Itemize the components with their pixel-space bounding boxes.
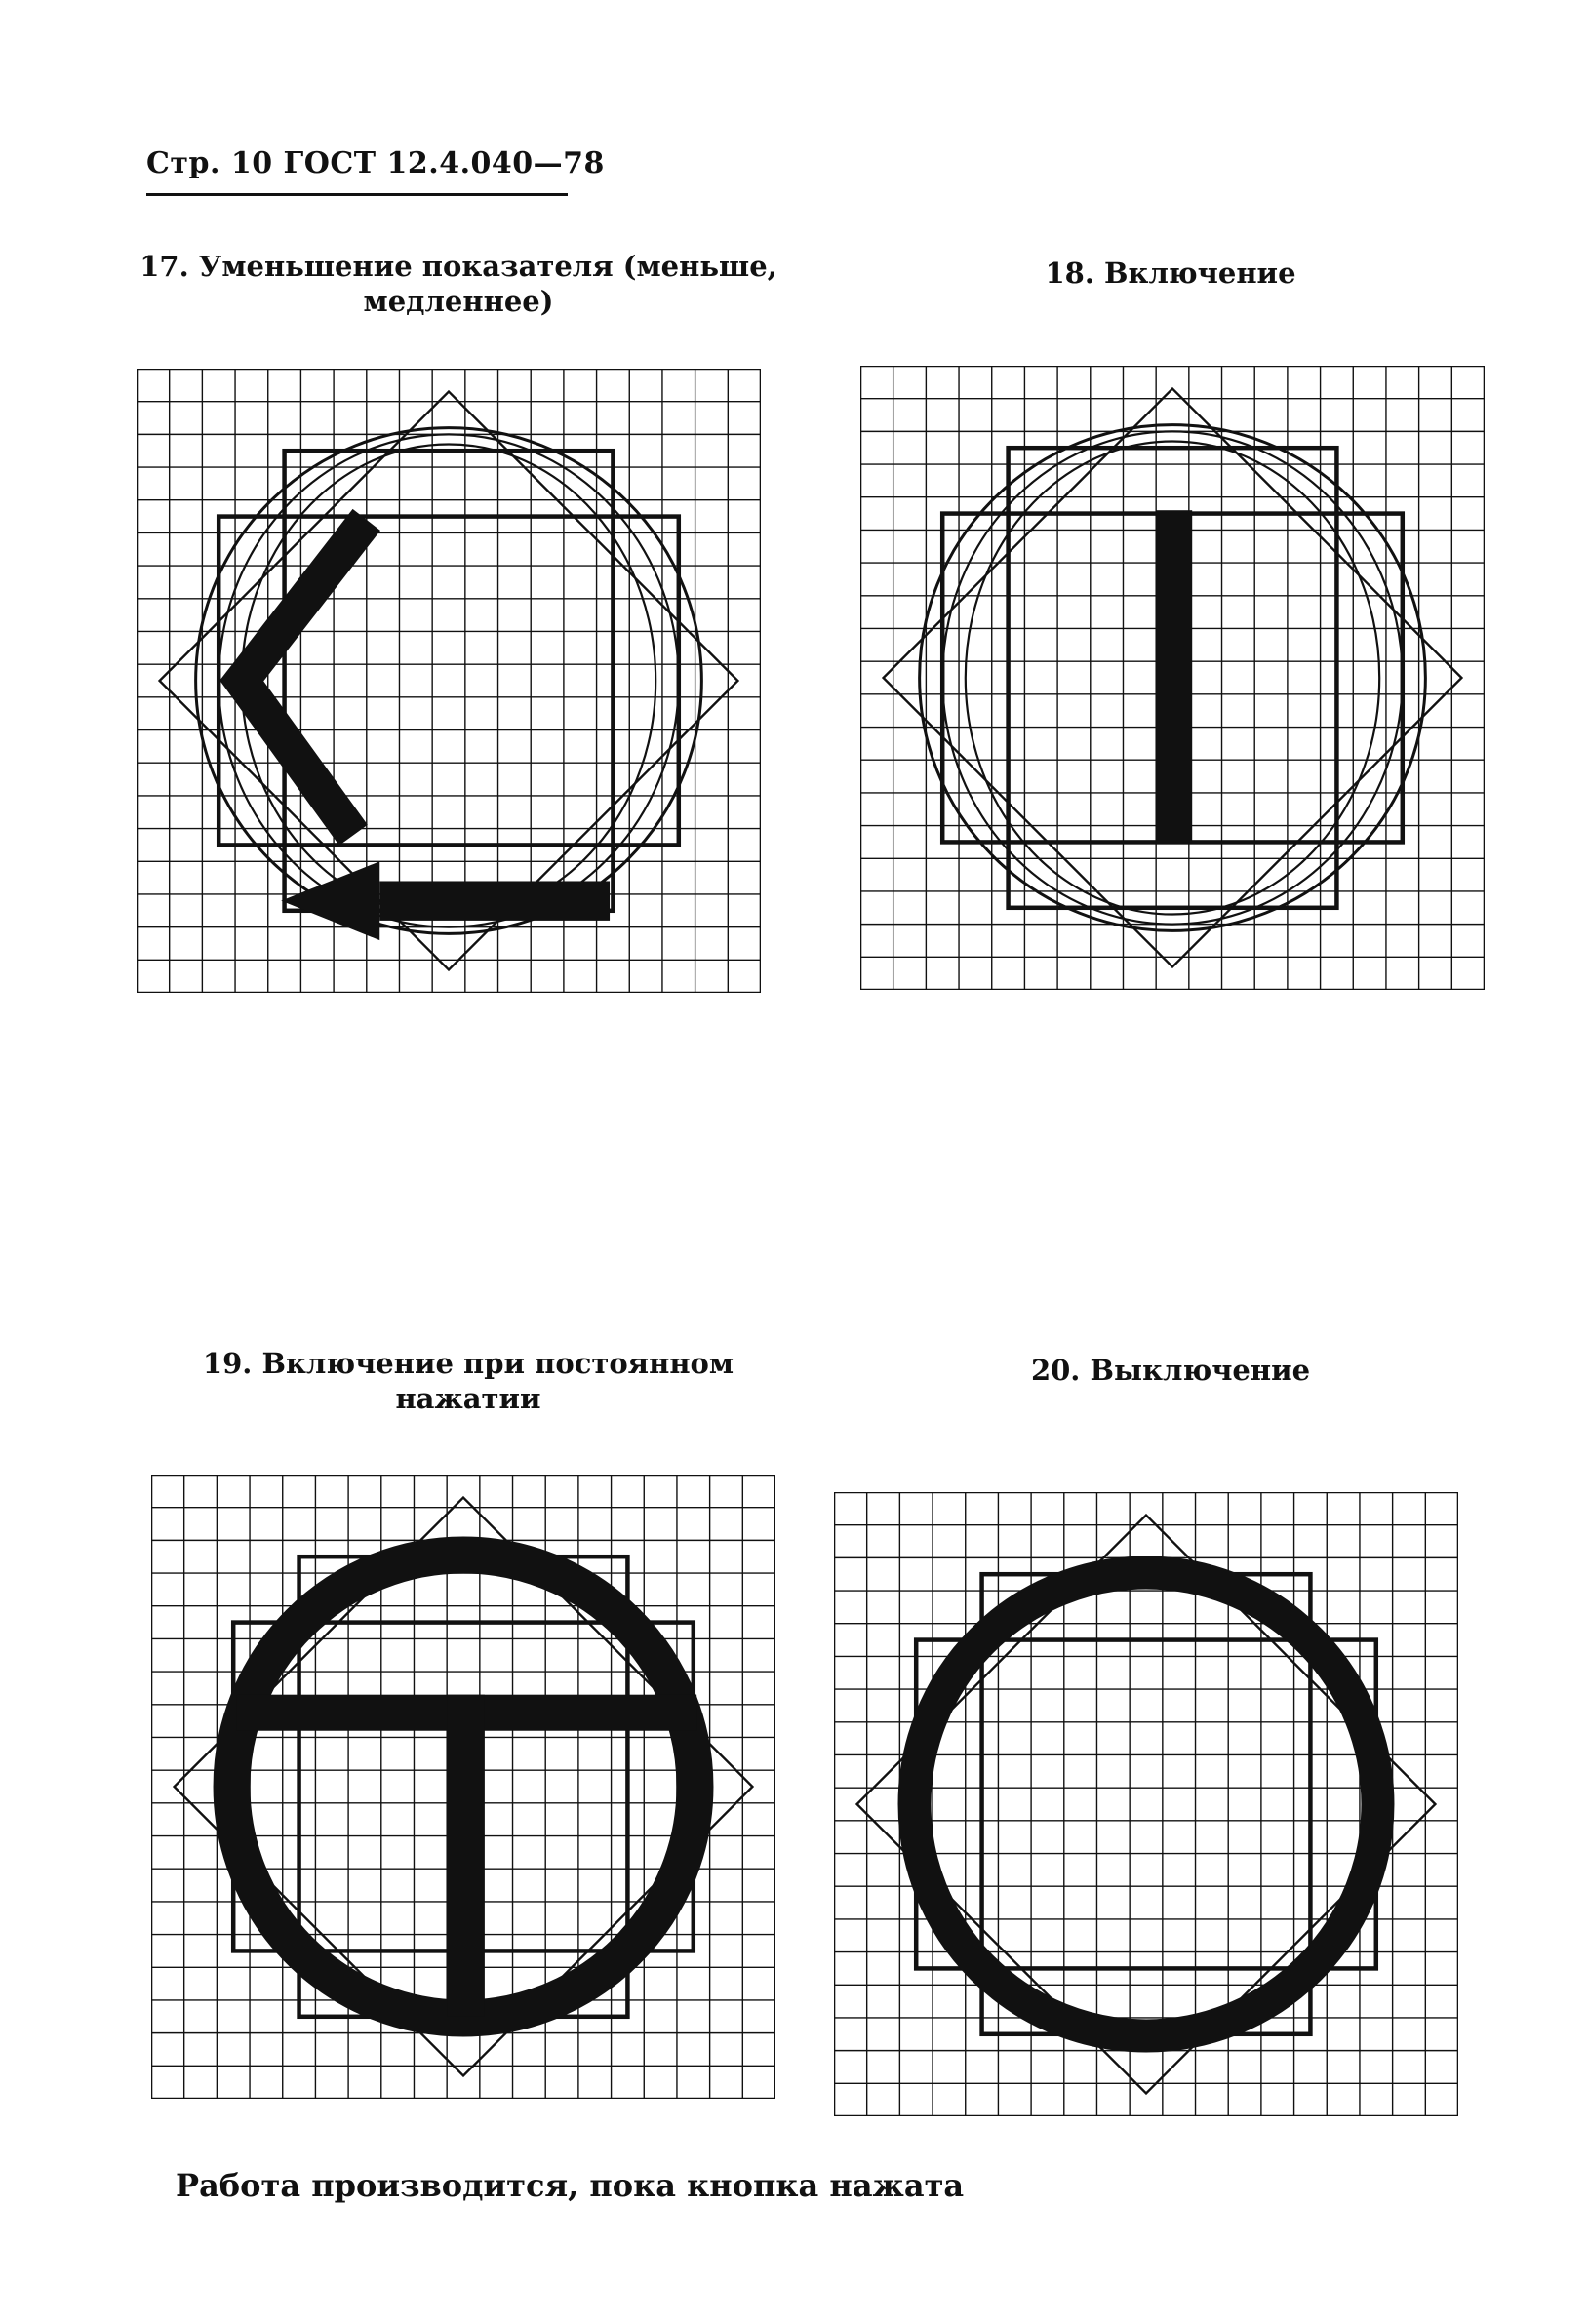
figure-caption-19 — [146, 1346, 790, 1416]
chevron-left-icon — [242, 520, 367, 835]
page-label: Стр. 10 — [146, 146, 273, 180]
figure-caption-18 — [975, 256, 1366, 291]
running-header — [146, 146, 605, 180]
reference-diamond — [857, 1516, 1436, 2094]
tee-stem-icon — [447, 1695, 485, 2017]
header-rule — [146, 193, 568, 196]
power-on-icon — [860, 366, 1485, 990]
power-off-icon — [834, 1492, 1458, 2116]
reference-circle — [196, 428, 702, 934]
caption-line: медленнее) — [363, 285, 554, 318]
footnote-text: Работа производится, пока кнопка нажата — [176, 2167, 965, 2204]
figure-caption-17 — [127, 249, 790, 319]
caption-line: 18. Включение — [1045, 256, 1296, 290]
caption-line: нажатии — [395, 1382, 541, 1415]
caption-line: 20. Выключение — [1030, 1354, 1311, 1387]
arrow-shaft — [379, 881, 610, 920]
decrease-indicator-icon — [137, 369, 761, 993]
arrow-left-icon — [281, 861, 379, 940]
caption-line: 19. Включение при постоянном — [202, 1347, 734, 1380]
hold-to-run-icon — [151, 1475, 775, 2099]
figure-caption-20 — [975, 1353, 1366, 1388]
caption-line: 17. Уменьшение показателя (меньше, — [139, 250, 777, 283]
standard-number: ГОСТ 12.4.040—78 — [283, 146, 605, 180]
power-on-bar-icon — [1156, 510, 1192, 842]
reference-circle — [218, 434, 679, 926]
